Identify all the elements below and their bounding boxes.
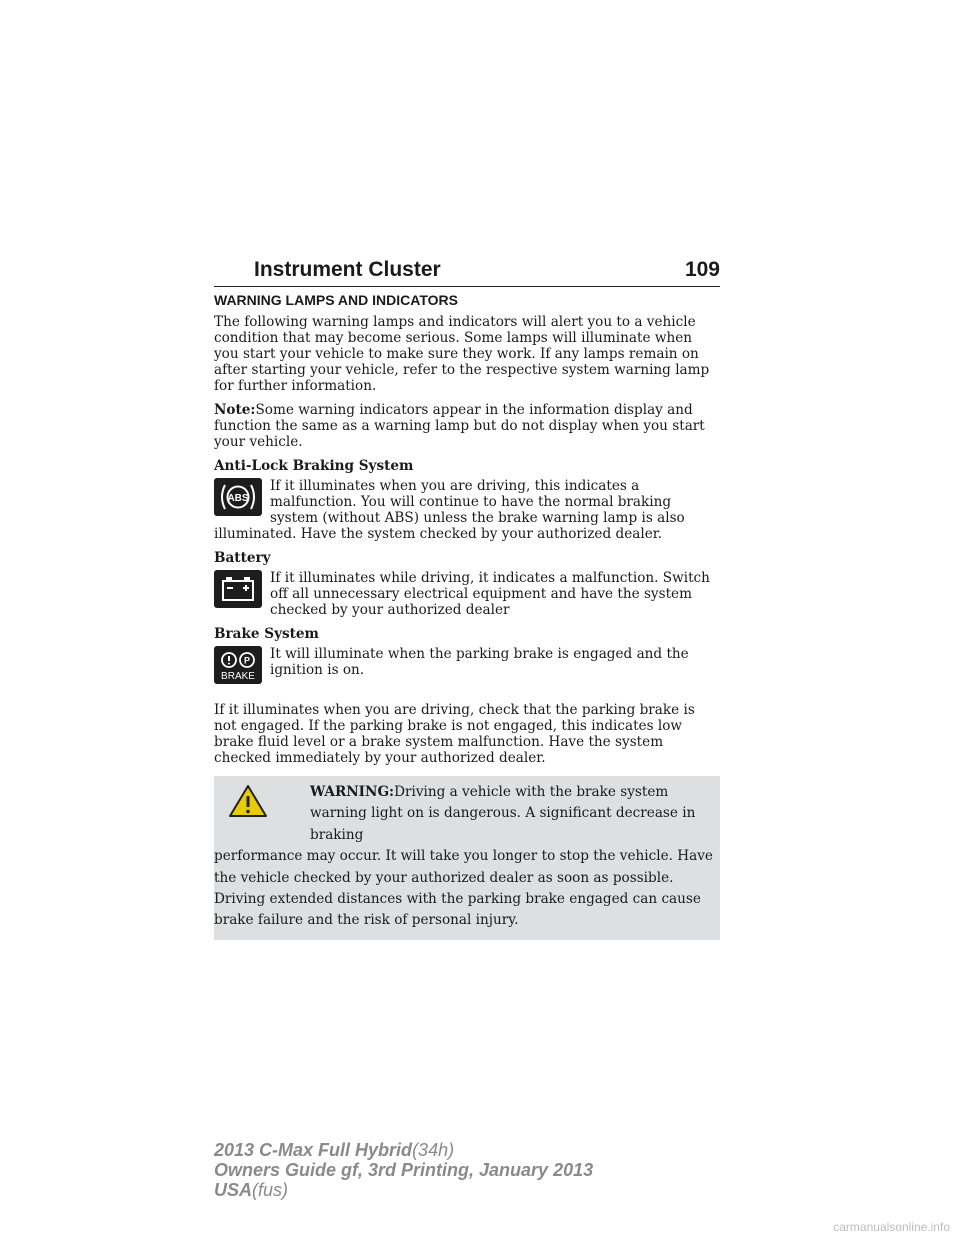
brake-text: It will illuminate when the parking brake is engaged and the ignition is on. (270, 646, 689, 678)
page-header (214, 254, 720, 287)
warning-rest-text: performance may occur. It will take you longer to stop the vehicle. Have the vehicle checked by your authorized dealer as soon as possible. Driving extended distances with the parking brake engaged can cause brake failure and the risk of personal injury. (214, 848, 713, 929)
warning-first-text: Driving a vehicle with the brake system warning light on is dangerous. A significant decrease in braking (310, 784, 696, 843)
warning-triangle-icon (228, 784, 268, 825)
battery-lamp (214, 570, 720, 618)
brake-icon-label: BRAKE (221, 671, 255, 682)
brake-followup: If it illuminates when you are driving, check that the parking brake is not engaged. If the parking brake is not engaged, this indicates low brake fluid level or a brake system malfunction. Have the system checked immediately by your authorized dealer. (214, 702, 695, 766)
abs-title: Anti-Lock Braking System (214, 458, 414, 474)
warning-label: WARNING: (310, 784, 395, 800)
chapter-title: Instrument Cluster (254, 258, 441, 281)
note-paragraph (214, 402, 720, 450)
brake-icon-p: P (243, 655, 251, 666)
brake-title: Brake System (214, 626, 319, 642)
battery-warning-icon (214, 570, 262, 608)
abs-warning-icon (214, 478, 262, 516)
brake-warning-icon (214, 646, 262, 684)
battery-text: If it illuminates while driving, it indicates a malfunction. Switch off all unnecessary electrical equipment and have the system checked by your authorized dealer (270, 570, 710, 618)
abs-icon-label: ABS (227, 493, 249, 504)
footer-model: 2013 C-Max Full Hybrid (214, 1140, 413, 1160)
abs-text: If it illuminates when you are driving, this indicates a malfunction. You will continue to have the normal braking system (without ABS) unless the brake warning lamp is also (270, 478, 685, 526)
footer-line-1 (214, 1140, 593, 1160)
page-footer (214, 1140, 593, 1200)
footer-model-code: (34h) (412, 1140, 455, 1160)
footer-market-code: (fus) (252, 1180, 289, 1200)
brake-lamp (214, 646, 720, 694)
footer-market: USA (214, 1180, 253, 1200)
warning-box (214, 776, 720, 940)
section-title: WARNING LAMPS AND INDICATORS (214, 292, 458, 308)
warning-first-lines (310, 782, 714, 846)
page-content (214, 292, 720, 940)
page-number: 109 (684, 258, 720, 281)
note-label: Note: (214, 402, 256, 418)
footer-line-2: Owners Guide gf, 3rd Printing, January 2013 (214, 1160, 594, 1180)
note-text: Some warning indicators appear in the information display and function the same as a warning lamp but do not display when you start your vehicle. (214, 402, 705, 450)
intro-paragraph: The following warning lamps and indicators will alert you to a vehicle condition that may become serious. Some lamps will illuminate when you start your vehicle to make sure they work. If any lamps remain on after starting your vehicle, refer to the respective system warning lamp for further information. (214, 314, 710, 394)
battery-title: Battery (214, 550, 271, 566)
footer-line-3 (214, 1180, 593, 1200)
abs-lamp (214, 478, 720, 542)
abs-text-overflow: illuminated. Have the system checked by your authorized dealer. (214, 526, 663, 542)
watermark: carmanualsonline.info (833, 1220, 950, 1234)
